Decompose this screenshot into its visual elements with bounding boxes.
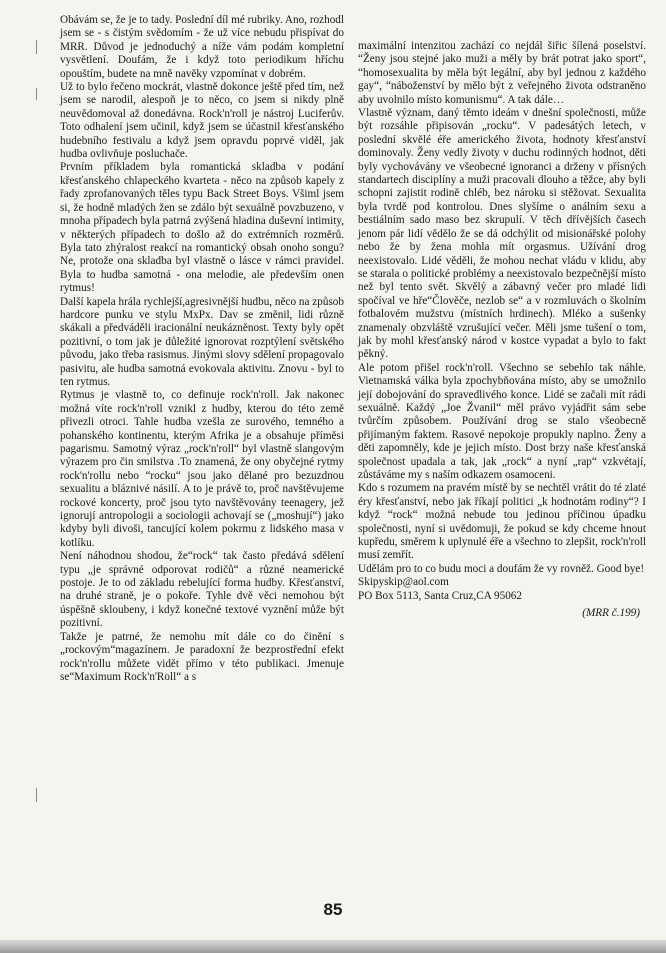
paragraph: Rytmus je vlastně to, co definuje rock'n'roll. Jak nakonec možná víte rock'n'roll vznikl z hudby, kterou do této země přivezli otroci. Tahle hudba vzešla ze surového, temného a pohanského kontinentu, kterým Afrika je a obsahuje příměsi pagarismu. Samotný výraz „rock'n'roll“ byl vlastně slangovým výrazem pro čin smilstva .To znamená, že ony obyčejné rytmy rock'n'rollu nebo “rocku“ jsou jako dělané pro bezuzdnou sexualitu a bláznivé násilí. A to je právě to, proč navštěvujeme rockové koncerty, proč jsou tyto navštěvovány teenagery, jež ignorují antropologii a sociologii achovají se („moshují“) jako kdyby byli divoši, tancující kolem pokrmu z lidského masa v kotlíku. [60, 389, 344, 549]
contact-address: PO Box 5113, Santa Cruz,CA 95062 [358, 589, 522, 602]
paragraph: Takže je patrné, že nemohu mít dále co do činění s „rockovým“magazínem. Je paradoxní že bezprostřední efekt rock'n'rollu můžete vidět přímo v této publikaci. Jmenuje se“Maximum Rock'n'Roll“ a s [60, 630, 344, 683]
paragraph: Ale potom přišel rock'n'roll. Všechno se sebehlo tak náhle. Vietnamská válka byla zpochybňována místo, aby se umožnilo její dobojování do spravedlivého konce. Lidé se začali mít rádi sexuálně. Každý „Joe Žvanil“ měl právo vyjádřit sám sebe tvůrčím způsobem. Používání drog se stalo všeobecně přijímaným faktem. Rasové nepokoje propukly naplno. Ženy a děti zapomněly, kde je jejich místo. Dost brzy naše křesťanská společnost upadala a tak, jak „rock“ a nyní „rap“ vzkvétají, zůstáváme my s naším odkazem osamoceni. [358, 361, 646, 481]
right-column [358, 40, 646, 620]
paragraph: Udělám pro to co budu moci a doufám že vy rovněž. Good bye! [358, 562, 645, 575]
margin-mark [36, 788, 37, 802]
margin-mark [36, 40, 37, 54]
contact-email: Skipyskip@aol.com [358, 576, 449, 589]
paragraph: Prvním příkladem byla romantická skladba v podání křesťanského chlapeckého kvarteta - něco na způsob kapely z řady zprofanovaných těles typu Back Street Boys. Všiml jsem si, že hodně mladých žen se zdálo být sexuálně povzbuzeno, v mnoha případech byla patrná zvýšená hladina duševní intimity, v některých případech to došlo až do extrémních rozměrů. Byla tato zhýralost reakcí na romantický obsah onoho songu? Ne, protože ona skladba byl vlastně o lásce v rámci pravidel. Byla to hudba samotná - ona melodie, ale především onen rytmus! [60, 161, 344, 295]
paragraph: maximální intenzitou zachází co nejdál šiřic šílená poselství. “Ženy jsou stejné jako muži a měly by brát potrat jako sport“, “homosexualita by měla být legální, aby byl jednou z každého gay“, “náboženství by mělo být z veřejného života odstraněno aby uvolnilo místo komunismu“. A tak dále… [358, 40, 646, 106]
paragraph: Není náhodnou shodou, že“rock“ tak často předává sdělení typu „je správné odporovat rodičů“ a různé neamerické postoje. Je to od základu rebelující forma hudby. Křesťanství, na druhé straně, je o pokoře. Tyhle dvě věci nemohou být úspěšně skloubeny, i když konečné textové vyznění může být pozitivní. [60, 550, 344, 630]
source-citation: (MRR č.199) [582, 607, 640, 620]
scan-edge [0, 940, 666, 953]
left-column [60, 14, 344, 684]
page-number: 85 [323, 900, 343, 919]
paragraph: Už to bylo řečeno mockrát, vlastně dokonce ještě před tím, než jsem se narodil, alespoň je to něco, co jsem si nikdy plně neuvědomoval až donedávna. Rock'n'roll je nástroj Luciferův. Toto odhalení jsem učinil, když jsem se účastnil křesťanského hudebního festivalu a když jsem opravdu poprvé viděl, jak hudba ovlivňuje posluchače. [60, 81, 344, 161]
paragraph: Další kapela hrála rychlejší,agresivnější hudbu, něco na způsob hardcore punku ve stylu MxPx. Dav se změnil, lidi různě skákali a předváděli iracionální neukázněnost. Texty byly opět pozitivní, o tom jak je důležité ignorovat rozptýlení světského původu, jako třeba rasismus. Jinými slovy sdělení propagovalo pasivitu, ale hudba samotná evokovala aktivitu. Znovu - byl to ten rytmus. [60, 295, 344, 388]
paragraph: Obávám se, že je to tady. Poslední díl mé rubriky. Ano, rozhodl jsem se - s čistým svědomím - že už více nebudu přispívat do MRR. Důvod je jednoduchý a níže vám podám kompletní vysvětlení. Doufám, že i když toto periodikum hříchu opouštím, budete na mně navěky vzpomínat v dobrém. [60, 14, 344, 80]
paragraph: Vlastně význam, daný těmto ideám v dnešní společnosti, může být rozsáhle připisován „rocku“. V padesátých letech, v poslední skvělé éře amerického života, hodnoty křesťanství dominovaly. Ženy vedly životy v duchu rodinných hodnot, děti byly vychovávány ve všeobecné ignoranci a drženy v přísných standartech disciplíny a muži pracovali dlouho a těžce, aby byli schopni zajistit rodině chléb, bez nároku si stěžovat. Sexualita byla tvrdě pod kontrolou. Dnes slyšíme o análním sexu a bestiálním sado maso bez skrupulí. V těch dřívějších časech jenom pár lidí vědělo že se dá odchýlit od misionářské polohy nebo že by žena mohla mít orgasmus. Užívání drog neexistovalo. Lidé věděli, že mohou nechat vládu v klidu, aby se starala o politické problémy a neexistovalo bezpečnější místo než byl tento svět. Skvělý a zábavný večer pro mladé lidi spočíval ve hře“Člověče, nezlob se“ a v rozmluvách o školním fotbalovém mužstvu (místních hrdinech). Mléko a sušenky znamenaly obzvláště vzrušující večer. Měli jsme tušení o tom, jak by mohl křesťanský národ v kostce vypadat a bylo to fakt pěkný. [358, 107, 646, 361]
margin-mark [36, 88, 37, 100]
paragraph: Kdo s rozumem na pravém místě by se nechtěl vrátit do té zlaté éry křesťanství, nebo jak říkají politici „k hodnotám rodiny“? I když “rock“ možná nebude tou jedinou příčinou úpadku společnosti, nyní si uvědomuji, že pokud se kdy chceme hnout kupředu, směrem k uplynulé éře a všechno to zlepšit, rock'n'roll musí zemřít. [358, 482, 646, 562]
